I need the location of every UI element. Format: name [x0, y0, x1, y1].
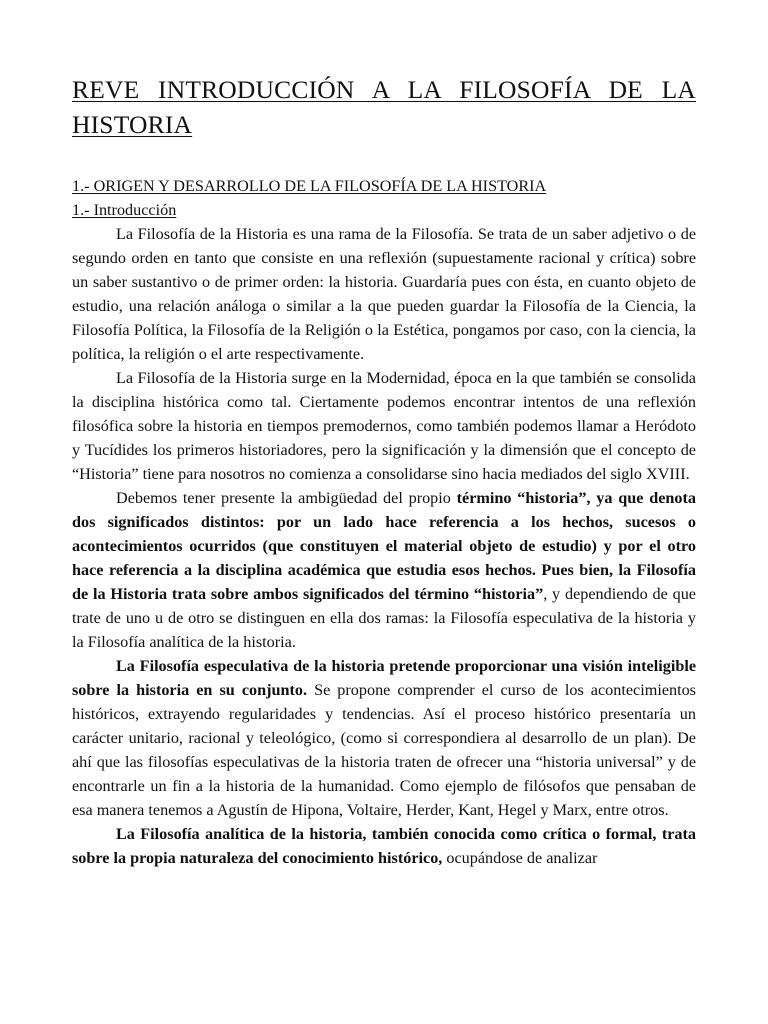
text-run: Se propone comprender el curso de los acontecimientos históricos, extrayendo regularidades y tendencias. Así el proceso histórico presentaría un carácter unitario, racional y teleológico, (como si correspondiera al desarrollo de un plan). De ahí que las filosofías especulativas de la historia traten de ofrecer una “historia universal” y de encontrarle un fin a la historia de la humanidad. Como ejemplo de filósofos que pensaban de esa manera tenemos a Agustín de Hipona, Voltaire, Herder, Kant, Hegel y Marx, entre otros. [72, 681, 696, 819]
text-run: Debemos tener presente la ambigüedad del propio [116, 489, 457, 507]
text-run: La Filosofía de la Historia es una rama de la Filosofía. Se trata de un saber adjetivo o de segundo orden en tanto que consiste en una reflexión (supuestamente racional y crítica) sobre un saber sustantivo o de primer orden: la historia. Guardaría pues con ésta, en cuanto objeto de estudio, una relación análoga o similar a la que pueden guardar la Filosofía de la Ciencia, la Filosofía Política, la Filosofía de la Religión o la Estética, pongamos por caso, con la ciencia, la política, la religión o el arte respectivamente. [72, 225, 696, 363]
text-run: , y dependiendo de que trate de uno u de otro se distinguen en ella dos ramas: la Filosofía especulativa de la historia y la Filosofía analítica de la historia. [72, 585, 696, 651]
paragraph [72, 222, 696, 366]
body-text [72, 222, 696, 870]
bold-text: La Filosofía analítica de la historia, también conocida como crítica o formal, trata sobre la propia naturaleza del conocimiento histórico, [72, 825, 696, 867]
bold-text: término “historia”, ya que denota dos significados distintos: por un lado hace referencia a los hechos, sucesos o acontecimientos ocurridos (que constituyen el material objeto de estudio) y por el otro hace referencia a la disciplina académica que estudia esos hechos. Pues bien, la Filosofía de la Historia trata sobre ambos significados del término “historia” [72, 489, 696, 603]
text-run: ocupándose de analizar [442, 849, 598, 867]
subsection-heading: 1.- Introducción [72, 201, 177, 219]
section-heading: 1.- ORIGEN Y DESARROLLO DE LA FILOSOFÍA DE LA HISTORIA [72, 177, 547, 195]
paragraph [72, 486, 696, 654]
text-run: La Filosofía de la Historia surge en la Modernidad, época en la que también se consolida la disciplina histórica como tal. Ciertamente podemos encontrar intentos de una reflexión filosófica sobre la historia en tiempos premodernos, como también podemos llamar a Heródoto y Tucídides los primeros historiadores, pero la significación y la dimensión que el concepto de “Historia” tiene para nosotros no comienza a consolidarse sino hacia mediados del siglo XVIII. [72, 369, 696, 483]
paragraph [72, 366, 696, 486]
paragraph [72, 822, 696, 870]
bold-text: La Filosofía especulativa de la historia pretende proporcionar una visión inteligible sobre la historia en su conjunto. [72, 657, 696, 699]
document-page [72, 0, 696, 870]
paragraph [72, 654, 696, 822]
document-title-line-2: HISTORIA [72, 110, 193, 139]
document-title-line-1: REVE INTRODUCCIÓN A LA FILOSOFÍA DE LA [72, 75, 696, 104]
document-title [72, 72, 696, 142]
